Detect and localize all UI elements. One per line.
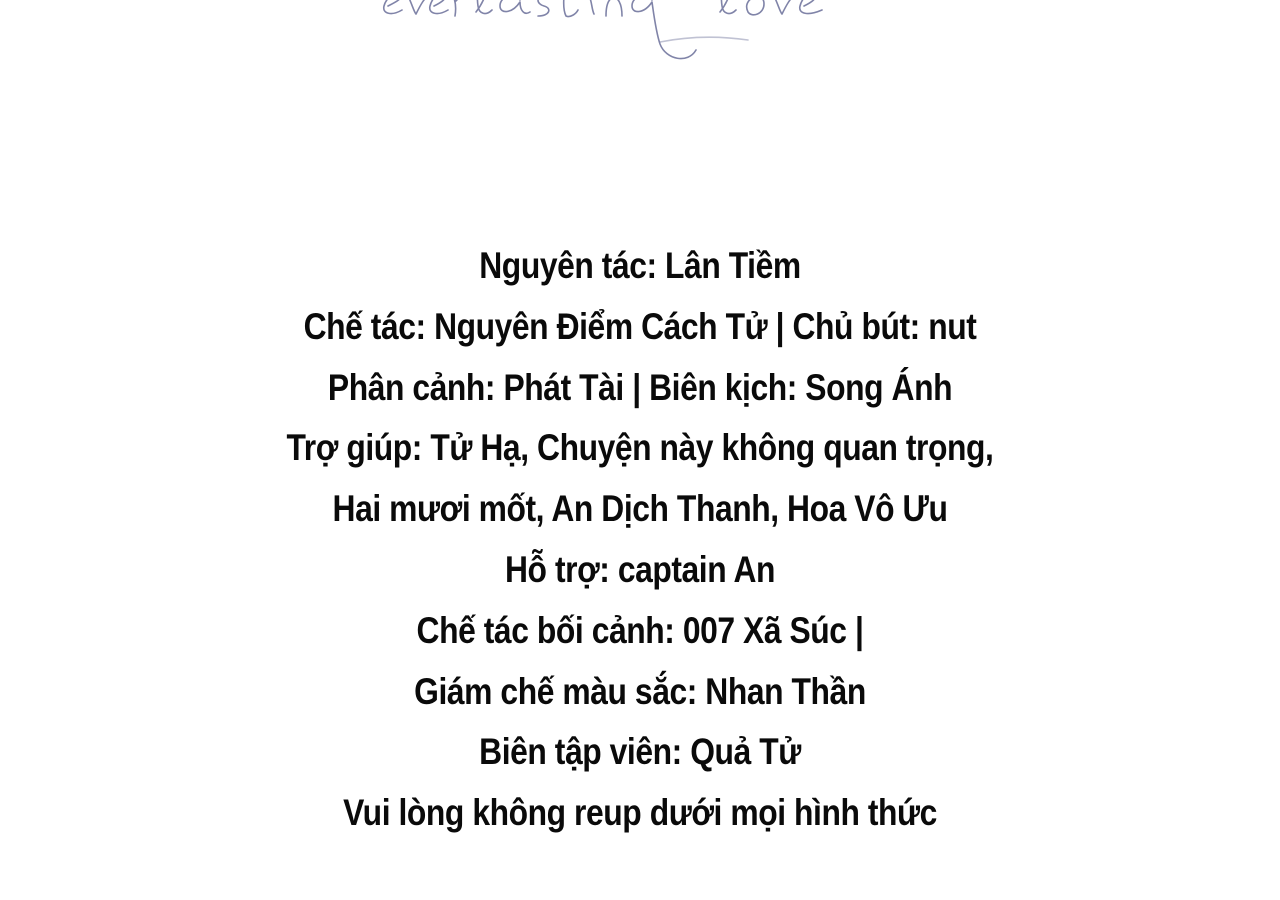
credits-block bbox=[0, 236, 1280, 844]
credit-line-no-reup-notice: Vui lòng không reup dưới mọi hình thức bbox=[343, 792, 937, 834]
credit-line-original-author: Nguyên tác: Lân Tiềm bbox=[479, 245, 801, 286]
script-lettering-graphic bbox=[360, 0, 980, 68]
credit-line-background: Chế tác bối cảnh: 007 Xã Súc | bbox=[416, 609, 864, 651]
credit-line-color-supervisor: Giám chế màu sắc: Nhan Thần bbox=[414, 670, 866, 712]
credit-line-editor: Biên tập viên: Quả Tử bbox=[479, 731, 801, 773]
credit-line-storyboard: Phân cảnh: Phát Tài | Biên kịch: Song Ánh bbox=[327, 366, 953, 408]
credit-line-support: Hỗ trợ: captain An bbox=[504, 548, 776, 590]
everlasting-love-script-logo bbox=[360, 0, 980, 68]
credit-line-assistants: Trợ giúp: Tử Hạ, Chuyện này không quan trọng, bbox=[286, 427, 994, 469]
credit-line-production: Chế tác: Nguyên Điểm Cách Tử | Chủ bút: nut bbox=[303, 305, 977, 347]
credit-line-assistants-continued: Hai mươi mốt, An Dịch Thanh, Hoa Vô Ưu bbox=[332, 488, 948, 530]
